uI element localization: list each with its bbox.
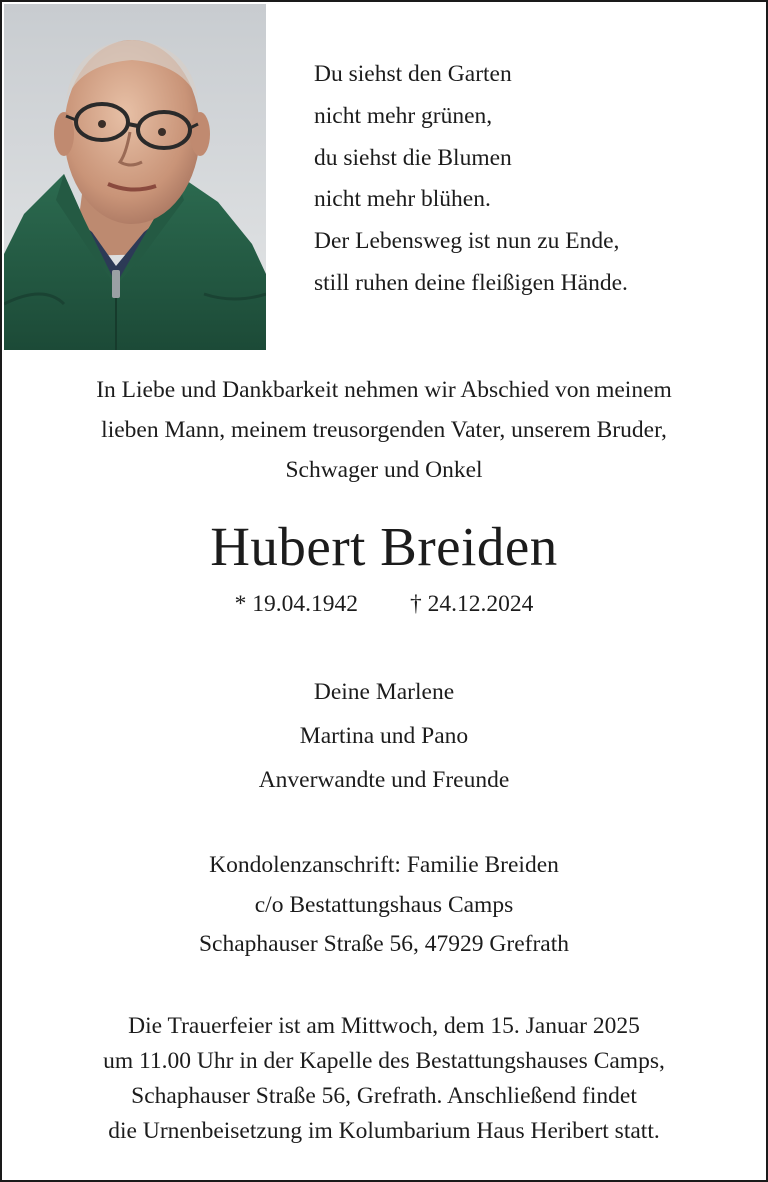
funeral-line: um 11.00 Uhr in der Kapelle des Bestattungshauses Camps, xyxy=(103,1048,665,1074)
address-line: Kondolenzanschrift: Familie Breiden xyxy=(209,852,559,878)
birth-date: * 19.04.1942 xyxy=(234,591,358,617)
life-dates xyxy=(2,586,766,622)
poem-line: still ruhen deine fleißigen Hände. xyxy=(314,269,628,296)
condolence-address xyxy=(2,846,766,965)
address-line: c/o Bestattungshaus Camps xyxy=(254,891,514,918)
farewell-text xyxy=(2,370,766,490)
poem-line: Du siehst den Garten xyxy=(314,61,512,87)
funeral-details xyxy=(2,1009,766,1149)
mourner-line: Anverwandte und Freunde xyxy=(258,767,510,793)
mourner-line: Martina und Pano xyxy=(299,723,469,749)
poem-line: Der Lebensweg ist nun zu Ende, xyxy=(314,228,620,255)
poem-line: nicht mehr grünen, xyxy=(314,102,493,129)
farewell-line: In Liebe und Dankbarkeit nehmen wir Abschied von meinem xyxy=(96,377,672,403)
farewell-line: lieben Mann, meinem treusorgenden Vater, unserem Bruder, xyxy=(101,417,667,443)
poem-line: nicht mehr blühen. xyxy=(314,186,491,213)
portrait-photo xyxy=(4,4,266,350)
poem-line: du siehst die Blumen xyxy=(314,144,512,171)
mourner-line: Deine Marlene xyxy=(313,679,455,705)
funeral-line: Schaphauser Straße 56, Grefrath. Anschließend findet xyxy=(131,1083,637,1109)
deceased-name: Hubert Breiden xyxy=(210,516,558,577)
farewell-line: Schwager und Onkel xyxy=(285,457,483,483)
mourners-list xyxy=(2,670,766,802)
address-line: Schaphauser Straße 56, 47929 Grefrath xyxy=(198,931,569,957)
poem xyxy=(314,54,628,305)
funeral-line: Die Trauerfeier ist am Mittwoch, dem 15. Januar 2025 xyxy=(128,1013,640,1039)
funeral-line: die Urnenbeisetzung im Kolumbarium Haus Heribert statt. xyxy=(108,1118,660,1144)
portrait-photo-icon xyxy=(4,4,266,350)
death-date: † 24.12.2024 xyxy=(410,591,534,617)
